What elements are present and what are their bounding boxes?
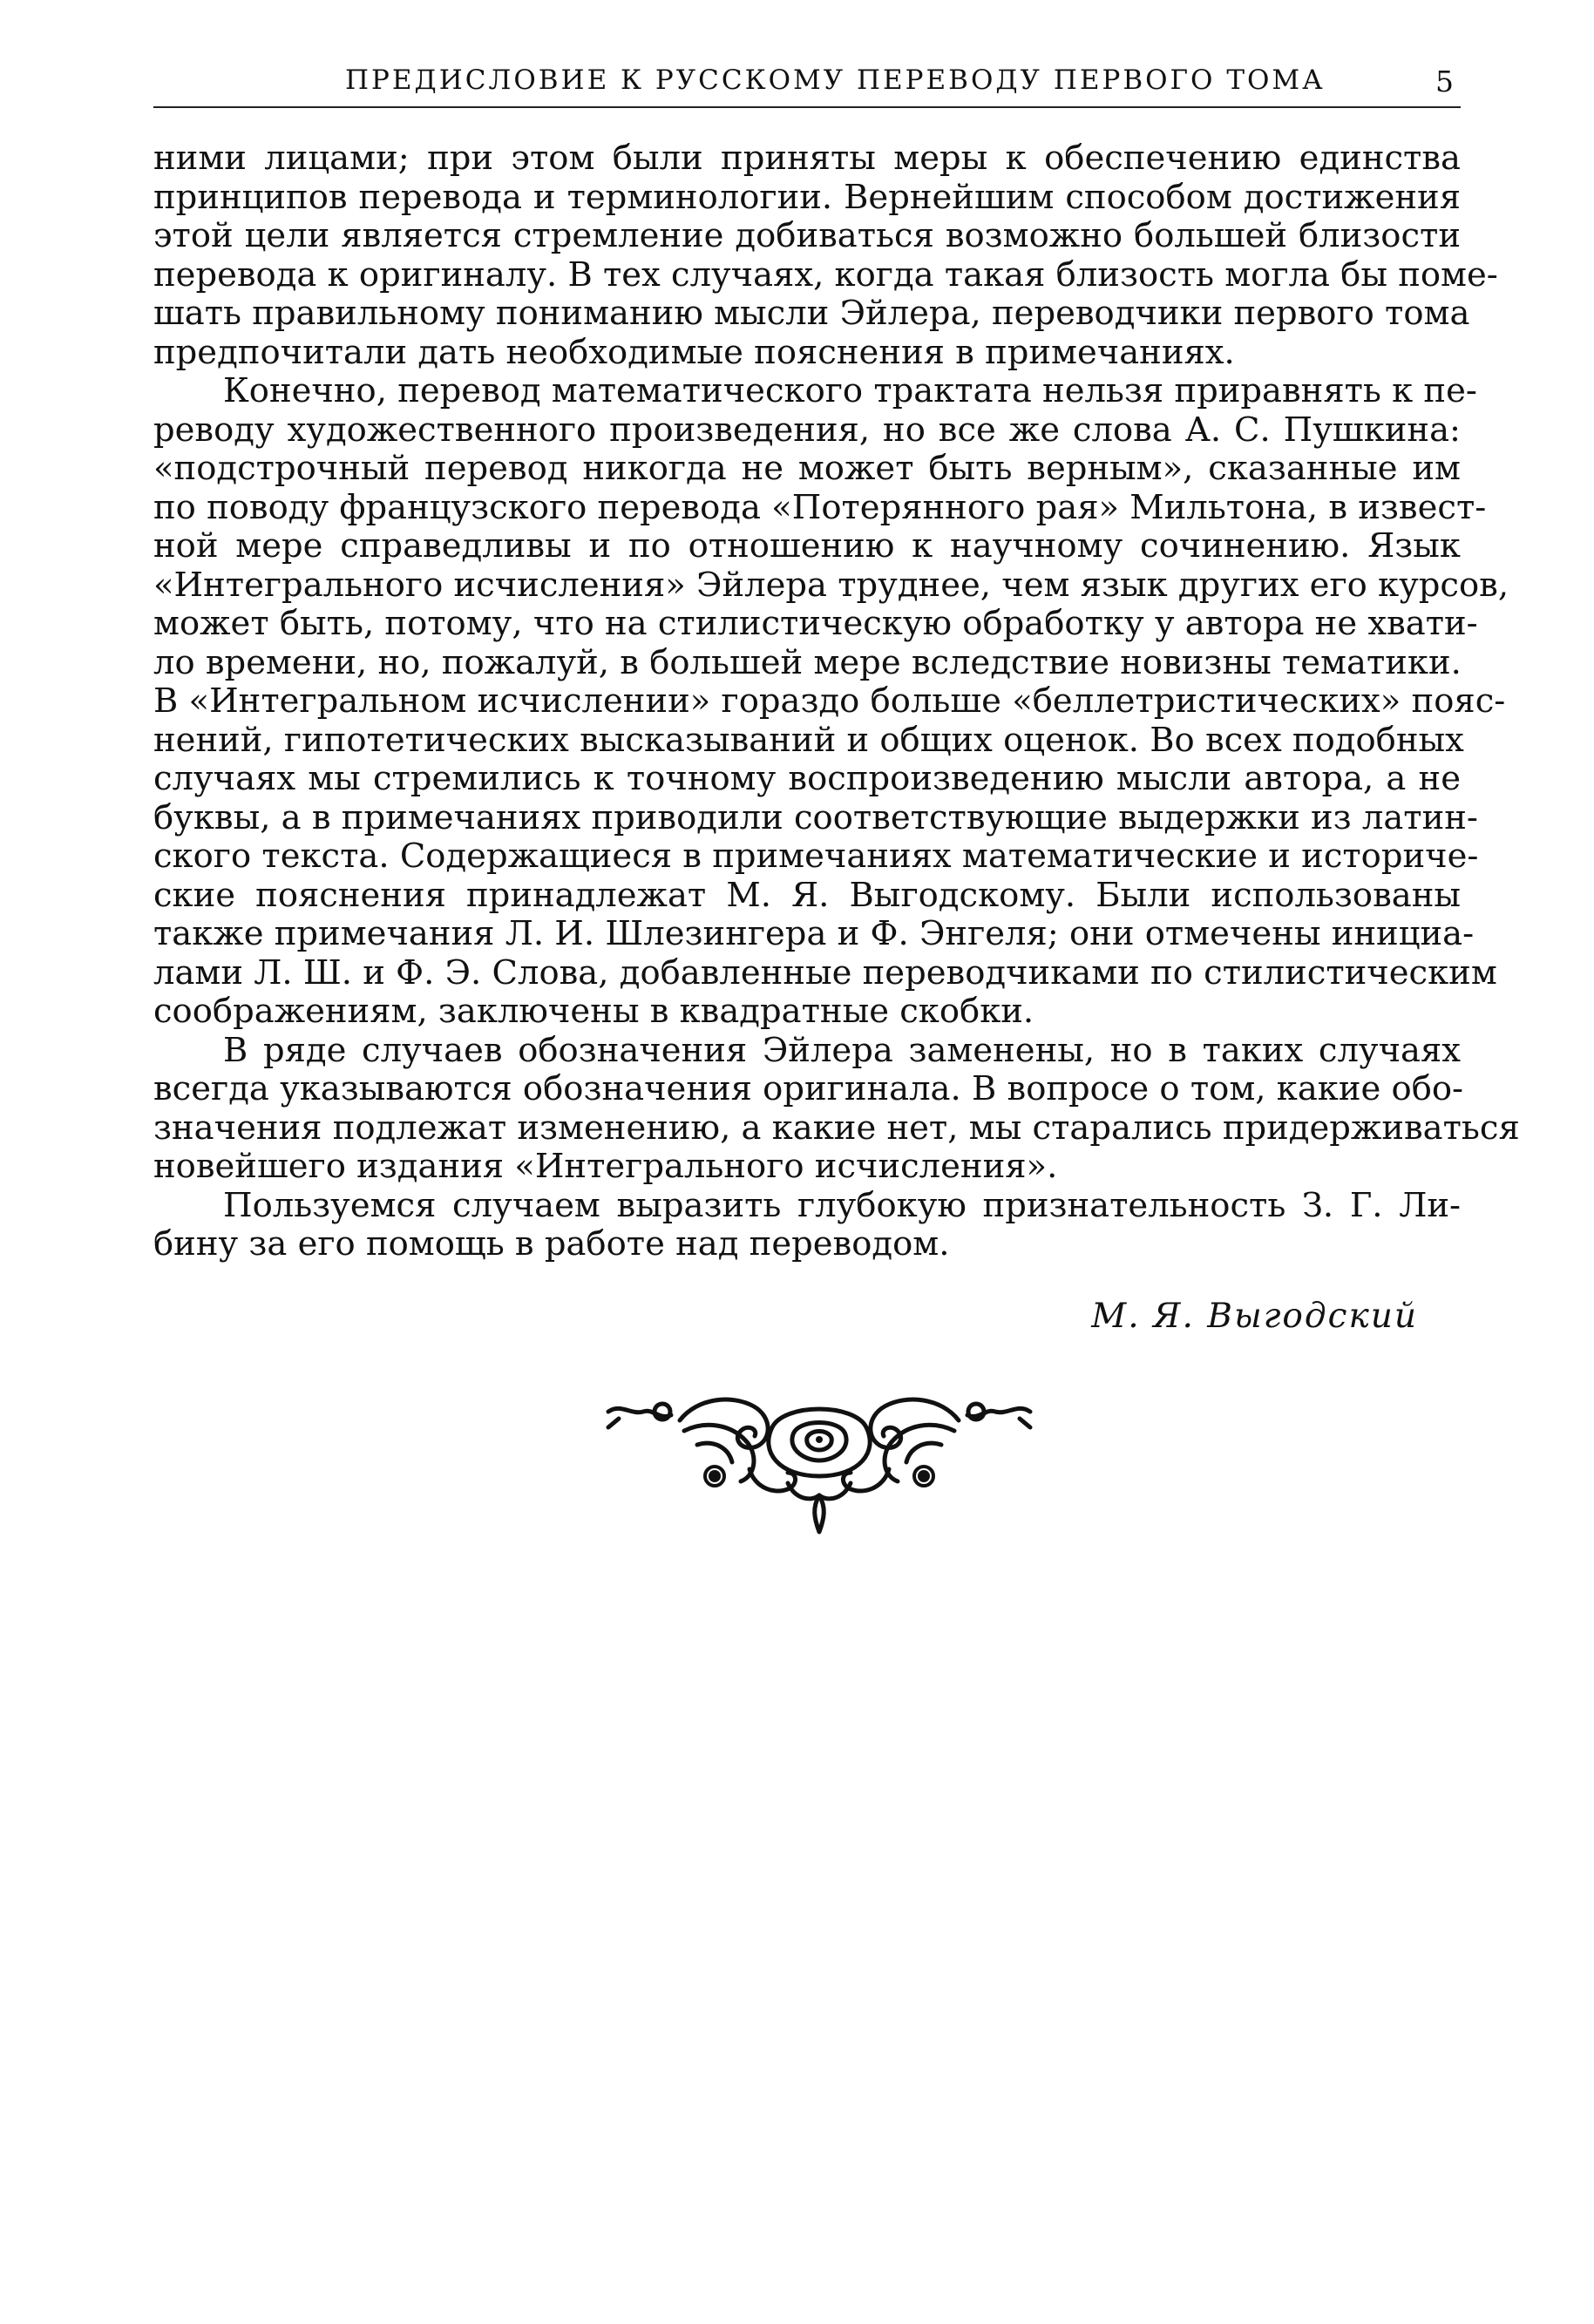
text-line: может быть, потому, что на стилистическую обработку у автора не хвати- (153, 604, 1478, 643)
text-line: нений, гипотетических высказываний и общих оценок. Во всех подобных (153, 720, 1464, 760)
page-number: 5 (1435, 64, 1454, 98)
text-line: Пользуемся случаем выразить глубокую признательность З. Г. Ли- (223, 1185, 1461, 1225)
paragraph (153, 1030, 1520, 1187)
text-line: ло времени, но, пожалуй, в большей мере вследствие новизны тематики. (153, 642, 1462, 682)
text-line: ского текста. Содержащиеся в примечаниях математические и историче- (153, 837, 1479, 876)
paragraph (153, 139, 1498, 372)
text-line: случаях мы стремились к точному воспроизведению мысли автора, а не (153, 759, 1461, 798)
floral-ornament-icon (601, 1386, 1037, 1538)
text-line: новейшего издания «Интегрального исчисления». (153, 1147, 1058, 1186)
paragraph (153, 1187, 1461, 1264)
author-signature: М. Я. Выгодский (1091, 1297, 1418, 1336)
text-line: этой цели является стремление добиваться возможно большей близости (153, 216, 1461, 255)
text-line: ной мере справедливы и по отношению к научному сочинению. Язык (153, 526, 1461, 566)
text-line: ские пояснения принадлежат М. Я. Выгодскому. Были использованы (153, 875, 1461, 915)
text-line: Конечно, перевод математического трактата нельзя приравнять к пе- (223, 371, 1477, 410)
running-head (153, 63, 1461, 108)
text-line: В ряде случаев обозначения Эйлера заменены, но в таких случаях (223, 1030, 1461, 1070)
text-line: В «Интегральном исчислении» гораздо больше «беллетристических» пояс- (153, 681, 1506, 721)
text-line: реводу художественного произведения, но все же слова А. С. Пушкина: (153, 410, 1461, 450)
text-line: лами Л. Ш. и Ф. Э. Слова, добавленные переводчиками по стилистическим (153, 952, 1497, 993)
paragraph (153, 371, 1509, 1032)
text-line: ними лицами; при этом были приняты меры к обеспечению единства (153, 139, 1461, 178)
text-line: принципов перевода и терминологии. Вернейшим способом достижения (153, 177, 1461, 217)
text-line: всегда указываются обозначения оригинала. В вопросе о том, какие обо- (153, 1069, 1464, 1108)
text-line: шать правильному пониманию мысли Эйлера, переводчики первого тома (153, 294, 1470, 333)
text-line: «Интегрального исчисления» Эйлера труднее, чем язык других его курсов, (153, 565, 1509, 605)
text-line: соображениям, заключены в квадратные скобки. (153, 992, 1034, 1031)
text-line: бину за его помощь в работе над переводом. (153, 1224, 950, 1264)
text-line: перевода к оригиналу. В тех случаях, когда такая близость могла бы поме- (153, 254, 1498, 295)
text-line: буквы, а в примечаниях приводили соответствующие выдержки из латин- (153, 797, 1478, 837)
text-line: «подстрочный перевод никогда не может быть верным», сказанные им (153, 449, 1461, 488)
text-line: значения подлежат изменению, а какие нет, мы старались придерживаться (153, 1108, 1520, 1148)
running-head-title: ПРЕДИСЛОВИЕ К РУССКОМУ ПЕРЕВОДУ ПЕРВОГО ТОМА (345, 64, 1326, 96)
body-text (153, 139, 1520, 1264)
text-line: предпочитали дать необходимые пояснения в примечаниях. (153, 332, 1235, 372)
text-line: по поводу французского перевода «Потерянного рая» Мильтона, в извест- (153, 487, 1487, 527)
text-line: также примечания Л. И. Шлезингера и Ф. Энгеля; они отмечены инициа- (153, 914, 1475, 953)
